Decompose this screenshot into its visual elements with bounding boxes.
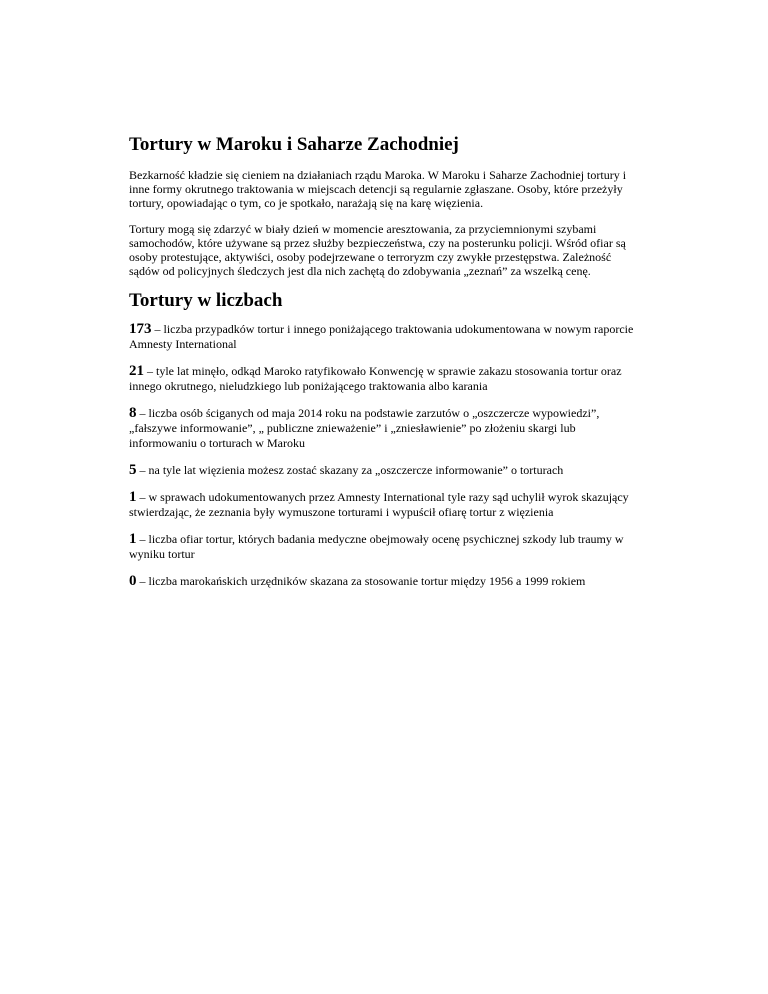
stat-number: 1: [129, 489, 137, 505]
stat-number: 173: [129, 321, 152, 337]
stat-item: [129, 322, 644, 352]
stat-text: – na tyle lat więzienia możesz zostać skazany za „oszczercze informowanie” o torturach: [136, 463, 564, 477]
stat-number: 1: [129, 531, 137, 547]
stat-item: [129, 574, 644, 589]
section-title: Tortury w liczbach: [129, 290, 283, 311]
stat-number: 0: [129, 573, 137, 589]
stat-item: [129, 532, 644, 562]
stat-number: 8: [129, 405, 137, 421]
document-page: [129, 134, 644, 601]
stat-number: 5: [129, 462, 137, 478]
stat-item: [129, 406, 644, 451]
stat-text: – liczba przypadków tortur i innego poniżającego traktowania udokumentowana w nowym raporcie Amnesty International: [129, 322, 634, 351]
stat-text: – w sprawach udokumentowanych przez Amnesty International tyle razy sąd uchylił wyrok skazujący stwierdzając, że zeznania były wymuszone torturami i wypuścił ofiarę tortur z więzienia: [129, 490, 629, 519]
document-title: Tortury w Maroku i Saharze Zachodniej: [129, 134, 459, 155]
intro-paragraph-1: Bezkarność kładzie się cieniem na działaniach rządu Maroka. W Maroku i Saharze Zachodniej tortury i inne formy okrutnego traktowania w miejscach detencji są regularnie zgłaszane. Osoby, które przeżyły tortury, opowiadając o tym, co je spotkało, narażają się na karę więzienia.: [129, 168, 627, 210]
stat-text: – liczba marokańskich urzędników skazana za stosowanie tortur między 1956 a 1999 rokiem: [136, 574, 586, 588]
stat-item: [129, 463, 644, 478]
stat-text: – liczba ofiar tortur, których badania medyczne obejmowały ocenę psychicznej szkody lub traumy w wyniku tortur: [129, 532, 624, 561]
stat-text: – liczba osób ściganych od maja 2014 roku na podstawie zarzutów o „oszczercze wypowiedzi”, „fałszywe informowanie”, „ publiczne znieważenie” i „zniesławienie” po złożeniu skargi lub informowaniu o torturach w Maroku: [129, 406, 600, 450]
stat-text: – tyle lat minęło, odkąd Maroko ratyfikowało Konwencję w sprawie zakazu stosowania tortur oraz innego okrutnego, nieludzkiego lub poniżającego traktowania albo karania: [129, 364, 622, 393]
stat-number: 21: [129, 363, 144, 379]
stat-item: [129, 364, 644, 394]
stat-item: [129, 490, 644, 520]
intro-paragraph-2: Tortury mogą się zdarzyć w biały dzień w momencie aresztowania, za przyciemnionymi szybami samochodów, które używane są przez służby bezpieczeństwa, czy na posterunku policji. Wśród ofiar są osoby protestujące, aktywiści, osoby podejrzewane o terroryzm czy zwykłe przestępstwa. Zależność sądów od policyjnych śledczych jest dla nich zachętą do zdobywania „zeznań” za wszelką cenę.: [129, 222, 626, 278]
